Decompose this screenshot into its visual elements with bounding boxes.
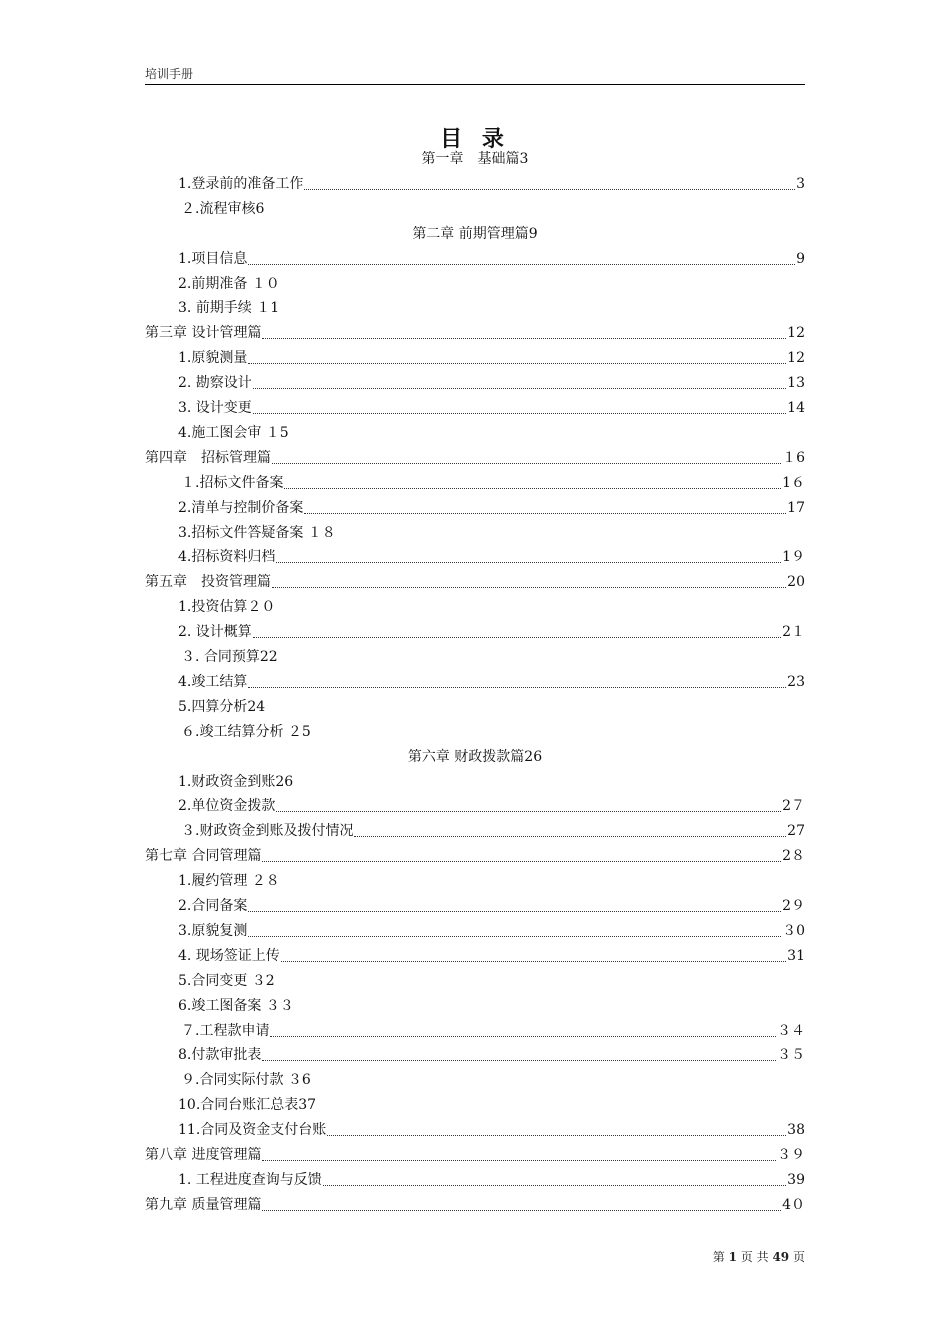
toc-entry-page: 38 <box>787 1122 805 1139</box>
toc-entry[interactable] <box>178 771 805 793</box>
toc-entry[interactable] <box>181 472 805 494</box>
toc-entry-page: 4０ <box>782 1196 805 1213</box>
footer-current-page: 1 <box>728 1250 737 1264</box>
toc-leader-dots <box>262 338 786 339</box>
toc-entry[interactable] <box>178 347 805 369</box>
toc-entry[interactable] <box>181 820 805 842</box>
toc-entry-page: 1６ <box>782 474 805 491</box>
toc-entry-label: 第八章 进度管理篇 <box>145 1147 262 1163</box>
toc-entry[interactable] <box>178 970 805 992</box>
toc-leader-dots <box>304 189 795 190</box>
toc-entry-label: 1.原貌测量 <box>178 350 248 367</box>
toc-entry-label: 第九章 质量管理篇 <box>145 1196 262 1213</box>
toc-entry-label: 第二章 前期管理篇9 <box>412 225 538 242</box>
toc-entry-label: ３.财政资金到账及拨付情况 <box>181 823 354 840</box>
toc-entry-label: 3.原貌复测 <box>178 922 248 939</box>
toc-entry-label: 1.履约管理 ２８ <box>178 873 280 890</box>
toc-entry[interactable] <box>178 1169 805 1191</box>
toc-entry-label: 4.竣工结算 <box>178 673 248 690</box>
toc-entry-page: 9 <box>796 250 805 267</box>
toc-entry-label: 2. 设计概算 <box>178 624 252 641</box>
toc-entry[interactable] <box>178 1119 805 1141</box>
toc-entry-label: 8.付款审批表 <box>178 1047 262 1064</box>
toc-entry-label: 第三章 设计管理篇 <box>145 325 262 342</box>
toc-entry[interactable] <box>178 522 805 544</box>
toc-entry[interactable] <box>178 795 805 817</box>
toc-entry-label: 2.合同备案 <box>178 898 248 914</box>
toc-entry[interactable] <box>181 198 805 220</box>
toc-entry-page: 17 <box>787 499 805 516</box>
toc-entry[interactable] <box>178 995 805 1017</box>
toc-entry-label: 第四章 招标管理篇 <box>145 449 271 466</box>
toc-entry[interactable] <box>178 1094 805 1116</box>
toc-entry-label: 3. 设计变更 <box>178 400 252 416</box>
toc-entry-page: 1９ <box>782 549 805 566</box>
toc-entry-page: 2１ <box>782 624 805 641</box>
toc-leader-dots <box>248 363 786 364</box>
toc-entry[interactable] <box>178 372 805 394</box>
toc-leader-dots <box>270 1036 776 1037</box>
toc-entry-label: 3.招标文件答疑备案 １８ <box>178 524 336 541</box>
toc-leader-dots <box>272 463 781 464</box>
toc-leader-dots <box>253 637 781 638</box>
toc-entry-label: ６.竣工结算分析 ２5 <box>181 723 311 740</box>
toc-leader-dots <box>253 388 786 389</box>
toc-leader-dots <box>262 1060 776 1061</box>
footer-total-pages: 49 <box>772 1250 790 1264</box>
toc-entry[interactable] <box>178 895 805 917</box>
toc-leader-dots <box>284 488 781 489</box>
toc-entry[interactable] <box>178 546 805 568</box>
toc-entry[interactable] <box>181 1020 805 1042</box>
toc-leader-dots <box>354 836 786 837</box>
toc-entry-label: 10.合同台账汇总表37 <box>178 1097 317 1114</box>
toc-entry-page: 2７ <box>782 798 805 815</box>
toc-leader-dots <box>248 264 795 265</box>
toc-entry-page: ３９ <box>777 1147 805 1163</box>
toc-entry-label: 第一章 基础篇3 <box>421 151 529 167</box>
toc-leader-dots <box>276 562 781 563</box>
toc-entry[interactable] <box>178 173 805 195</box>
toc-entry-label: 第五章 投资管理篇 <box>145 574 271 591</box>
toc-entry-page: 2９ <box>782 898 805 914</box>
toc-entry-page: 23 <box>787 673 805 690</box>
toc-entry-label: 第六章 财政拨款篇26 <box>407 748 543 765</box>
toc-entry-label: 1.登录前的准备工作 <box>178 175 304 192</box>
toc-entry-page: ３0 <box>782 922 805 939</box>
toc-entry[interactable] <box>178 671 805 693</box>
toc-entry[interactable] <box>145 1194 805 1216</box>
toc-entry-label: 11.合同及资金支付台账 <box>178 1122 327 1139</box>
toc-leader-dots <box>248 911 781 912</box>
toc-leader-dots <box>327 1135 786 1136</box>
toc-leader-dots <box>248 936 781 937</box>
toc-leader-dots <box>262 861 781 862</box>
toc-entry-label: 4.施工图会审 １5 <box>178 424 289 441</box>
toc-entry[interactable] <box>145 447 805 469</box>
toc-entry[interactable] <box>145 571 805 593</box>
toc-leader-dots <box>272 587 786 588</box>
toc-entry[interactable] <box>178 397 805 419</box>
toc-entry-page: 14 <box>787 400 805 416</box>
toc-entry[interactable] <box>145 223 805 245</box>
toc-entry[interactable] <box>178 621 805 643</box>
toc-entry[interactable] <box>181 721 805 743</box>
toc-entry-page: 12 <box>787 325 805 342</box>
toc-entry-label: ７.工程款申请 <box>181 1022 270 1039</box>
toc-entry[interactable] <box>178 422 805 444</box>
page-footer <box>713 1248 805 1265</box>
toc-entry[interactable] <box>178 248 805 270</box>
toc-entry-label: 第七章 合同管理篇 <box>145 848 262 865</box>
header-text: 培训手册 <box>145 67 194 81</box>
toc-entry-label: ２.流程审核6 <box>181 200 265 217</box>
toc-entry[interactable] <box>178 945 805 967</box>
toc-entry-page: ３４ <box>777 1022 805 1039</box>
toc-entry-page: 2８ <box>782 848 805 865</box>
toc-entry-label: 5.四算分析24 <box>178 698 266 715</box>
toc-entry[interactable] <box>181 1069 805 1091</box>
toc-leader-dots <box>262 1210 781 1211</box>
toc-entry[interactable] <box>178 596 805 618</box>
toc-entry-page: 3 <box>796 175 805 192</box>
footer-suffix: 页 <box>792 1250 805 1264</box>
toc-title: 目 录 <box>440 126 510 152</box>
page-header <box>145 66 805 85</box>
toc-entry-label: 5.合同变更 ３2 <box>178 972 275 989</box>
toc-entry[interactable] <box>145 148 805 170</box>
toc-leader-dots <box>281 961 786 962</box>
toc-entry-label: １.招标文件备案 <box>181 474 284 491</box>
toc-leader-dots <box>248 687 786 688</box>
toc-entry-page: 12 <box>787 350 805 367</box>
toc-entry[interactable] <box>178 696 805 718</box>
toc-entry[interactable] <box>178 297 805 319</box>
toc-leader-dots <box>262 1160 776 1161</box>
toc-entry-label: 1.项目信息 <box>178 250 248 267</box>
toc-entry-label: 2. 勘察设计 <box>178 375 252 392</box>
toc-entry[interactable] <box>181 646 805 668</box>
toc-entry-label: 6.竣工图备案 ３３ <box>178 997 294 1014</box>
toc-entry-label: 1.财政资金到账26 <box>178 773 294 790</box>
toc-entry[interactable] <box>145 845 805 867</box>
toc-entry-page: 27 <box>787 823 805 840</box>
toc-entry-page: 39 <box>787 1171 805 1188</box>
toc-entry[interactable] <box>145 746 805 768</box>
toc-entry[interactable] <box>178 273 805 295</box>
toc-leader-dots <box>323 1185 786 1186</box>
footer-prefix: 第 <box>712 1250 725 1264</box>
toc-entry-page: 31 <box>787 947 805 964</box>
toc-entry-label: 2.前期准备 １０ <box>178 275 280 292</box>
toc-entry[interactable] <box>178 870 805 892</box>
toc-leader-dots <box>253 413 786 414</box>
toc-entry[interactable] <box>178 497 805 519</box>
toc-entry-label: 3. 前期手续 １1 <box>178 300 280 317</box>
toc-entry-label: ３. 合同预算22 <box>181 649 278 665</box>
toc-leader-dots <box>276 811 781 812</box>
toc-entry-page: 13 <box>787 375 805 392</box>
toc-entry-label: 4. 现场签证上传 <box>178 947 280 964</box>
toc-entry-label: ９.合同实际付款 ３6 <box>181 1072 311 1089</box>
toc-entry[interactable] <box>145 1144 805 1166</box>
toc-leader-dots <box>304 513 786 514</box>
toc-entry-label: 1.投资估算２０ <box>178 599 276 616</box>
toc-entry-page: １6 <box>782 449 805 466</box>
toc-entry-label: 4.招标资料归档 <box>178 549 276 566</box>
toc-entry[interactable] <box>145 322 805 344</box>
toc-entry-label: 2.单位资金拨款 <box>178 798 276 815</box>
toc-entry-page: 20 <box>787 574 805 591</box>
toc-entry-label: 2.清单与控制价备案 <box>178 499 304 516</box>
toc-entry[interactable] <box>178 920 805 942</box>
footer-middle: 页 共 <box>740 1250 769 1264</box>
toc-entry-page: ３５ <box>777 1047 805 1064</box>
toc-entry-label: 1. 工程进度查询与反馈 <box>178 1171 322 1188</box>
toc-entry[interactable] <box>178 1044 805 1066</box>
